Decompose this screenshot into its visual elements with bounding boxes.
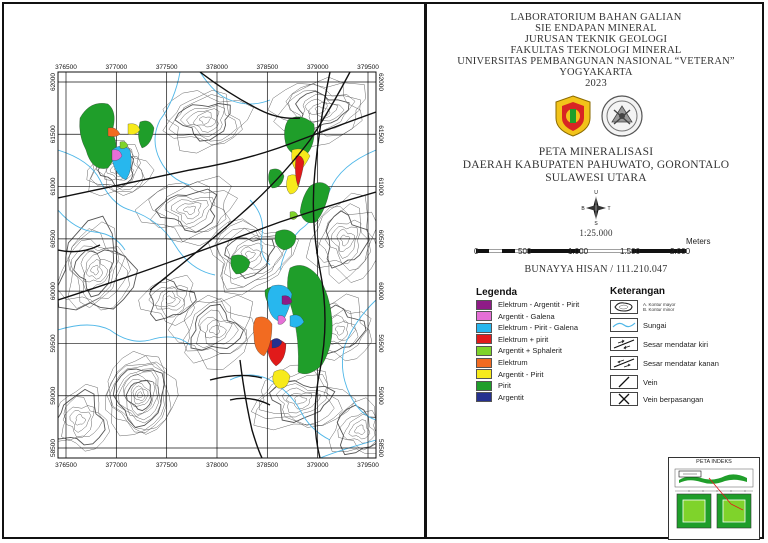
legend-label: Argentit + Sphalerit <box>498 346 562 356</box>
y-tick-label: 59500 <box>50 334 57 353</box>
upn-logo <box>552 94 594 138</box>
y-tick-label: 58500 <box>50 438 57 458</box>
legend-label: Argentit - Pirit <box>498 369 544 379</box>
legend-item <box>476 393 524 402</box>
header-line: SIE ENDAPAN MINERAL <box>535 23 657 34</box>
author-line: BUNAYYA HISAN / 111.210.047 <box>524 264 668 275</box>
header-line: JURUSAN TEKNIK GEOLOGI <box>524 34 668 45</box>
north-arrow-icon <box>580 188 612 226</box>
index-map-title: PETA INDEKS <box>696 459 732 465</box>
y-tick-label: 61500 <box>377 125 384 144</box>
scale-tick: 0 <box>474 247 479 256</box>
map-title: SULAWESI UTARA <box>545 172 647 184</box>
panel-divider <box>424 2 427 539</box>
x-tick-labels-top <box>55 64 379 71</box>
legend-swatch <box>476 369 492 379</box>
legend-swatch <box>476 392 492 402</box>
x-tick-label: 379000 <box>306 462 329 469</box>
legend-label: Elektrum - Argentit - Pirit <box>498 300 580 309</box>
x-tick-label: 377500 <box>155 64 178 71</box>
scale-ratio: 1:25.000 <box>579 228 613 238</box>
scale-unit: Meters <box>686 237 711 246</box>
scale-tick: 1.500 <box>620 247 641 256</box>
keterangan-right-fault <box>610 356 719 370</box>
legend-label: Pirit <box>498 381 511 391</box>
scale-bar <box>476 240 686 244</box>
x-tick-label: 378000 <box>206 462 228 469</box>
x-tick-label: 378500 <box>256 462 279 469</box>
header-line: LABORATORIUM BAHAN GALIAN <box>510 12 682 23</box>
y-tick-label: 61000 <box>377 177 384 196</box>
x-tick-label: 376500 <box>55 64 77 71</box>
index-map-graphic <box>669 466 759 538</box>
x-tick-label: 379000 <box>306 64 329 71</box>
keterangan-heading: Keterangan <box>610 286 666 297</box>
y-tick-label: 62000 <box>50 72 57 92</box>
legend-item <box>476 346 562 355</box>
x-tick-label: 377500 <box>155 462 178 469</box>
y-tick-label: 62000 <box>377 72 384 92</box>
svg-text:B: B <box>581 206 585 212</box>
info-panel <box>428 6 764 536</box>
keterangan-label: Vein <box>643 377 658 387</box>
legend-label: Argentit <box>498 392 524 402</box>
keterangan-label: Vein berpasangan <box>643 394 704 404</box>
y-tick-labels-left <box>50 73 57 457</box>
header-line: FAKULTAS TEKNOLOGI MINERAL <box>510 45 682 56</box>
contour-mayor-label: A. Kontur mayor <box>643 302 676 307</box>
legend-label: Elektrum + pirit <box>498 334 549 344</box>
map-title: DAERAH KABUPATEN PAHUWATO, GORONTALO <box>462 159 730 171</box>
keterangan-left-fault <box>610 337 708 351</box>
header-line: 2023 <box>585 78 607 89</box>
keterangan-river <box>610 318 666 332</box>
keterangan-paired-vein <box>610 392 703 406</box>
legend-item <box>476 335 548 344</box>
legend-item <box>476 300 579 309</box>
x-tick-label: 377000 <box>105 64 128 71</box>
keterangan-label: Sungai <box>643 320 667 330</box>
legend-label: Elektrum <box>498 358 528 367</box>
legend-swatch <box>476 300 492 310</box>
y-tick-label: 59000 <box>50 386 57 405</box>
y-tick-label: 59000 <box>377 386 384 405</box>
right-lateral-fault-icon <box>610 356 638 370</box>
legend-label: Argentit - Galena <box>498 311 555 321</box>
index-map <box>668 457 760 540</box>
keterangan-vein <box>610 375 658 389</box>
scale-tick: 1.000 <box>568 247 589 256</box>
scale-tick: 2.000 <box>670 247 691 256</box>
legend-swatch <box>476 381 492 391</box>
y-tick-label: 61500 <box>50 125 57 144</box>
x-tick-labels-bottom <box>55 462 379 469</box>
legend-label: Elektrum - Pirit - Galena <box>498 323 579 333</box>
y-tick-label: 59500 <box>377 334 384 353</box>
vein-icon <box>610 375 638 389</box>
keterangan-label: Sesar mendatar kiri <box>643 339 709 349</box>
legend-swatch <box>476 323 492 333</box>
x-tick-label: 378500 <box>256 64 279 71</box>
keterangan-label: Sesar mendatar kanan <box>643 358 719 368</box>
legend-item <box>476 323 578 332</box>
legend-swatch <box>476 358 492 368</box>
legend-item <box>476 370 543 379</box>
y-tick-labels-right <box>377 73 384 457</box>
faculty-logo <box>600 94 644 138</box>
header-line: UNIVERSITAS PEMBANGUNAN NASIONAL “VETERAN” <box>457 56 735 67</box>
keterangan-contour <box>610 300 676 314</box>
legend-swatch <box>476 311 492 321</box>
y-tick-label: 61000 <box>50 177 57 196</box>
svg-text:T: T <box>607 206 611 212</box>
header-line: YOGYAKARTA <box>559 67 633 78</box>
y-tick-label: 58500 <box>377 438 384 458</box>
svg-text:S: S <box>594 221 598 226</box>
river-symbol-icon <box>610 318 638 332</box>
legend-item <box>476 312 555 321</box>
y-tick-label: 60000 <box>50 282 57 301</box>
scale-ticks <box>472 247 702 257</box>
contour-minor-label: B. Kontur minor <box>643 307 675 312</box>
map-title: PETA MINERALISASI <box>538 146 654 158</box>
left-lateral-fault-icon <box>610 337 638 351</box>
x-tick-label: 377000 <box>105 462 128 469</box>
legend-swatch <box>476 346 492 356</box>
y-tick-label: 60500 <box>377 229 384 248</box>
contour-symbol-icon <box>610 300 638 314</box>
legend-item <box>476 358 528 367</box>
y-tick-label: 60500 <box>50 229 57 248</box>
legend-heading: Legenda <box>476 287 518 298</box>
x-tick-label: 378000 <box>206 64 228 71</box>
legend-item <box>476 381 511 390</box>
x-tick-label: 376500 <box>55 462 77 469</box>
x-tick-label: 379500 <box>357 64 379 71</box>
legend-swatch <box>476 334 492 344</box>
svg-text:U: U <box>594 190 598 196</box>
scale-tick: 500 <box>518 247 532 256</box>
paired-vein-icon <box>610 392 638 406</box>
y-tick-label: 60000 <box>377 282 384 301</box>
x-tick-label: 379500 <box>357 462 379 469</box>
